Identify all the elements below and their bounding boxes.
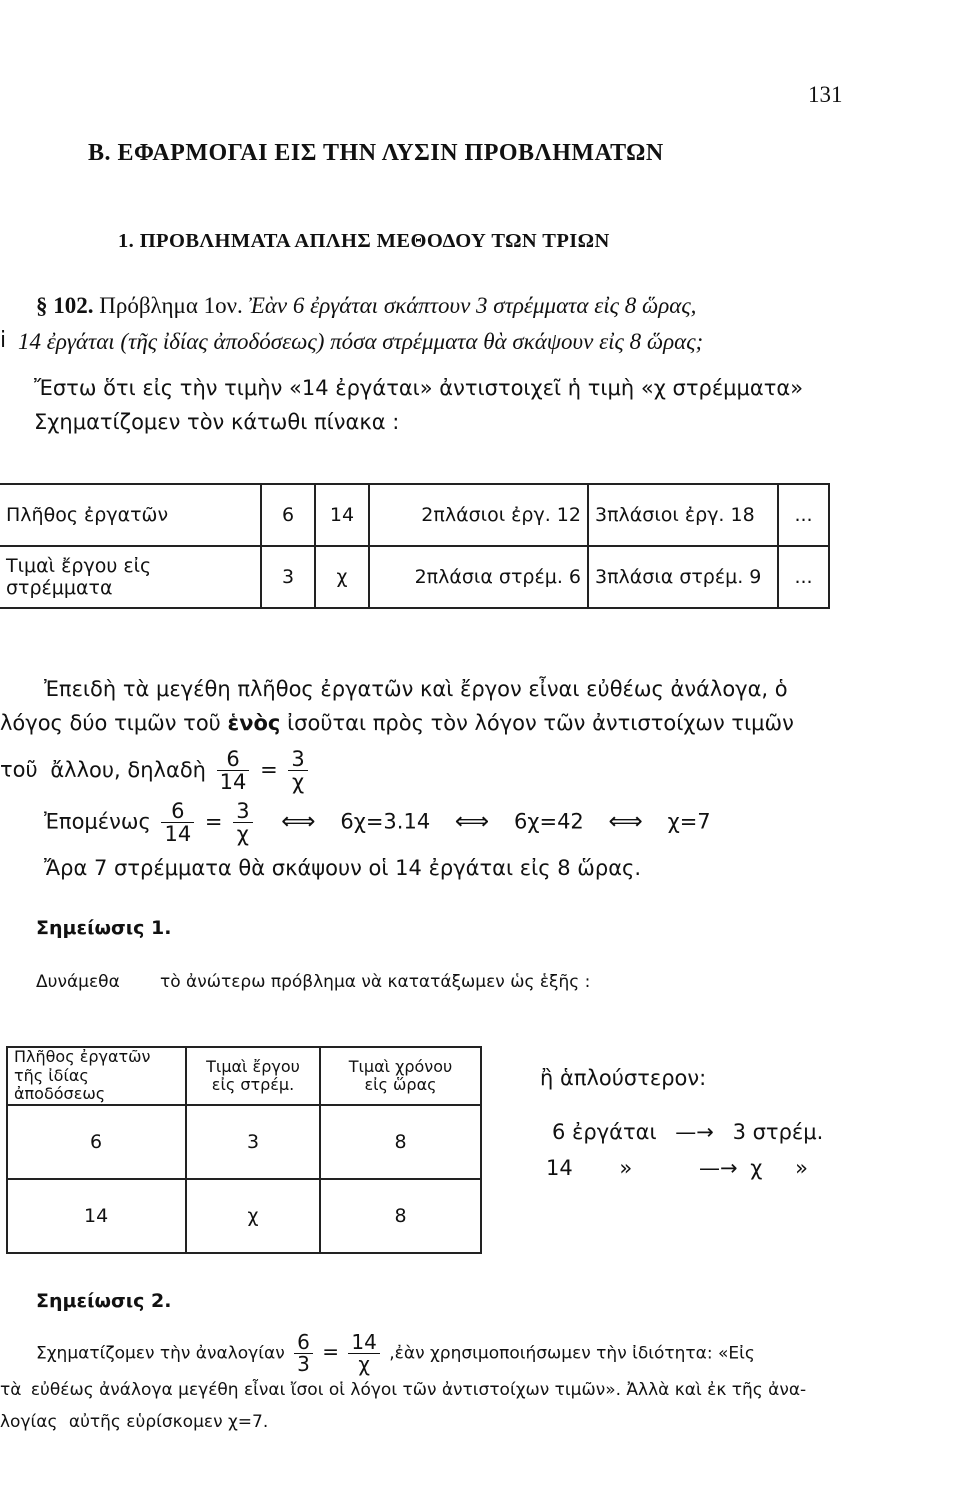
note-1-title: Σημείωσις 1.	[36, 917, 172, 939]
fraction	[161, 800, 194, 845]
table-cell: ...	[778, 546, 829, 608]
explanation-line-1: Ἐπειδὴ τὰ μεγέθη πλῆθος ἐργατῶν καὶ ἔργον εἶναι εὐθέως ἀνάλογα, ὁ	[44, 677, 788, 701]
subsection-title: 1. ΠΡΟΒΛΗΜΑΤΑ ΑΠΛΗΣ ΜΕΘΟΔΟΥ ΤΩΝ ΤΡΙΩΝ	[118, 230, 610, 252]
table-row	[0, 484, 829, 546]
explanation-text: ἄλλου, δηλαδὴ	[50, 757, 206, 782]
note-1-line-a: Δυνάμεθα	[36, 972, 120, 992]
ditto-mark: »	[619, 1156, 633, 1180]
fraction-numerator: 3	[233, 800, 252, 823]
table-classification	[6, 1046, 482, 1254]
margin-note: τοῦ	[0, 757, 38, 782]
simpler-line-1	[552, 1120, 823, 1144]
equivalence-arrow-icon: ⟺	[454, 806, 490, 835]
fraction-denominator: 14	[164, 822, 192, 847]
ditto-mark: »	[795, 1156, 808, 1180]
fraction-numerator: 14	[348, 1332, 379, 1354]
table-row	[7, 1047, 481, 1105]
table-header	[7, 1047, 186, 1105]
note-2-title: Σημείωσις 2.	[36, 1290, 172, 1312]
margin-mark: i	[0, 328, 7, 353]
table-cell: 8	[320, 1105, 481, 1179]
simpler-text: 14	[546, 1156, 573, 1180]
explanation-text: ἰσοῦται πρὸς τὸν λόγον τῶν ἀντιστοίχων τιμῶν	[287, 711, 794, 735]
fraction-denominator: 3	[297, 1352, 310, 1376]
equation-step: 6χ=42	[513, 809, 584, 834]
table-cell: 14	[7, 1179, 186, 1253]
problem-label: Πρόβλημα 1ον.	[99, 293, 243, 318]
table-cell: 3πλάσιοι ἐργ. 18	[588, 484, 778, 546]
fraction-numerator: 3	[288, 748, 307, 771]
header-text: Τιμαὶ ἔργου	[206, 1056, 300, 1076]
note-2-text: αὐτῆς εὑρίσκομεν χ=7.	[68, 1412, 269, 1432]
table-header	[320, 1047, 481, 1105]
table-cell: 6	[261, 484, 315, 546]
explanation-bold: ἑνὸς	[227, 711, 281, 735]
table-cell: 6	[7, 1105, 186, 1179]
margin-note: τὰ	[0, 1380, 22, 1400]
header-text: εἰς στρέμ.	[211, 1075, 295, 1094]
table-cell: 8	[320, 1179, 481, 1253]
problem-line-1	[36, 293, 696, 319]
simpler-line-2	[546, 1156, 808, 1180]
note-1-line-b: τὸ ἀνώτερω πρόβλημα νὰ κατατάξωμεν ὡς ἑξῆς :	[160, 972, 591, 992]
fraction-denominator: χ	[358, 1352, 370, 1376]
fraction	[288, 748, 307, 793]
fraction-denominator: χ	[292, 770, 305, 795]
note-2-text: εὐθέως ἀνάλογα μεγέθη εἶναι ἴσοι οἱ λόγοι τῶν ἀντιστοίχων τιμῶν». Ἀλλὰ καὶ ἐκ τῆς ἀνα-	[30, 1380, 807, 1400]
intro-line-2: Σχηματίζομεν τὸν κάτωθι πίνακα :	[34, 410, 400, 434]
section-title: Β. ΕΦΑΡΜΟΓΑΙ ΕΙΣ ΤΗΝ ΛΥΣΙΝ ΠΡΟΒΛΗΜΑΤΩΝ	[88, 140, 664, 166]
table-header	[186, 1047, 320, 1105]
explanation-line-3	[0, 748, 312, 793]
fraction-numerator: 6	[161, 800, 194, 823]
answer-line: Ἄρα 7 στρέμματα θὰ σκάψουν οἱ 14 ἐργάται εἰς 8 ὥρας.	[44, 856, 642, 880]
fraction-denominator: χ	[236, 822, 249, 847]
simpler-text: χ	[750, 1156, 763, 1180]
equation-step: 6χ=3.14	[340, 809, 431, 834]
table-cell: ...	[778, 484, 829, 546]
consequently-line	[44, 800, 711, 845]
note-2-line-1	[36, 1332, 755, 1375]
equivalence-arrow-icon: ⟺	[608, 806, 643, 835]
fraction	[233, 800, 252, 845]
table-row	[7, 1179, 481, 1253]
margin-note: λογίας	[0, 1412, 58, 1432]
table-cell: 2πλάσιοι ἐργ. 12	[369, 484, 588, 546]
equivalence-arrow-icon: ⟺	[281, 806, 316, 835]
header-text: Πλῆθος ἐργατῶν	[14, 1047, 151, 1067]
simpler-text: 3 στρέμ.	[732, 1120, 824, 1144]
table-cell: 3	[186, 1105, 320, 1179]
problem-number: § 102.	[36, 293, 94, 318]
table-cell: Πλῆθος ἐργατῶν	[0, 484, 261, 546]
table-cell: χ	[186, 1179, 320, 1253]
table-row	[7, 1105, 481, 1179]
note-2-line-2	[0, 1380, 806, 1400]
simpler-label: ἢ ἁπλούστερον:	[540, 1066, 707, 1090]
header-text: εἰς ὥρας	[364, 1075, 437, 1094]
equals-sign: =	[204, 809, 223, 834]
explanation-text: λόγος δύο τιμῶν τοῦ	[0, 711, 221, 735]
explanation-line-2	[0, 711, 794, 735]
table-cell: χ	[315, 546, 369, 608]
fraction-numerator: 6	[294, 1332, 313, 1354]
table-cell: 3	[261, 546, 315, 608]
table-cell: 2πλάσια στρέμ. 6	[369, 546, 588, 608]
simpler-text: 6 ἐργάται	[552, 1120, 657, 1144]
table-row	[0, 546, 829, 608]
header-text: Τιμαὶ χρόνου	[348, 1056, 453, 1076]
fraction	[294, 1332, 313, 1375]
right-arrow-icon: —→	[698, 1156, 738, 1180]
fraction	[217, 748, 250, 793]
page-number: 131	[808, 82, 843, 107]
right-arrow-icon: —→	[675, 1120, 714, 1144]
note-2-text: Σχηματίζομεν τὴν ἀναλογίαν	[36, 1343, 285, 1364]
note-2-line-3	[0, 1412, 268, 1432]
fraction	[348, 1332, 379, 1375]
fraction-numerator: 6	[217, 748, 250, 771]
header-text: τῆς ἰδίας ἀποδόσεως	[14, 1065, 106, 1104]
table-cell: 14	[315, 484, 369, 546]
table-proportion	[0, 483, 830, 609]
equation-step: χ=7	[667, 809, 711, 834]
equals-sign: =	[260, 757, 278, 782]
intro-line-1: Ἔστω ὅτι εἰς τὴν τιμὴν «14 ἐργάται» ἀντιστοιχεῖ ἡ τιμὴ «χ στρέμματα»	[34, 376, 804, 400]
note-2-text: ,ἐὰν χρησιμοποιήσωμεν τὴν ἰδιότητα: «Εἰς	[389, 1343, 755, 1364]
fraction-denominator: 14	[219, 770, 247, 795]
problem-text-2: 14 ἐργάται (τῆς ἰδίας ἀποδόσεως) πόσα στρέμματα θὰ σκάψουν εἰς 8 ὥρας;	[18, 329, 704, 354]
equals-sign: =	[322, 1339, 340, 1364]
table-cell: Τιμαὶ ἔργου εἰς στρέμματα	[0, 546, 261, 608]
table-cell: 3πλάσια στρέμ. 9	[588, 546, 778, 608]
consequently-label: Ἐπομένως	[44, 809, 151, 834]
problem-text-1: Ἐὰν 6 ἐργάται σκάπτουν 3 στρέμματα εἰς 8 ὥρας,	[248, 293, 697, 318]
